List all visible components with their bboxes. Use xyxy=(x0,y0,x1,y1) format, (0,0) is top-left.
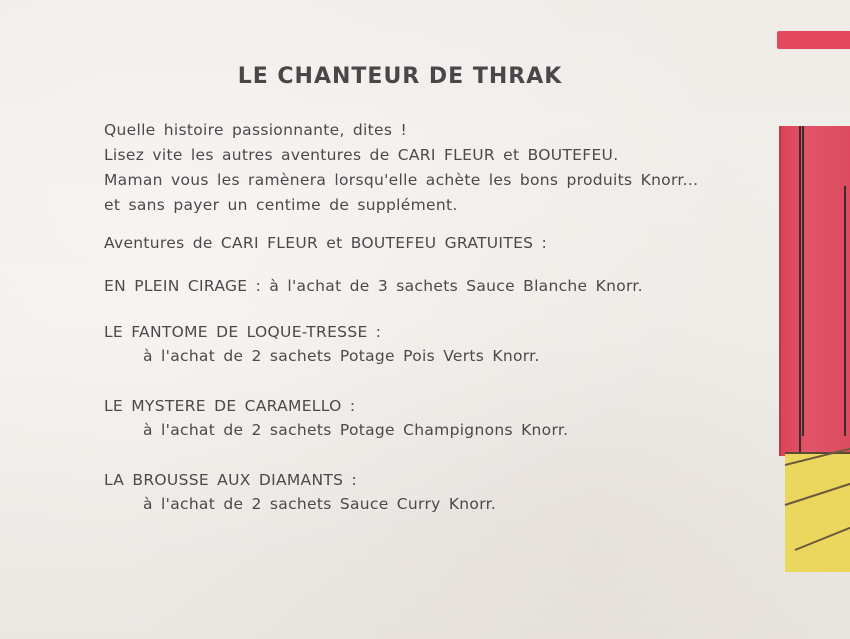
red-strip-illustration xyxy=(777,31,850,49)
adventure-3-condition: à l'achat de 2 sachets Potage Champignons Knorr. xyxy=(143,421,569,439)
intro-line-4: et sans payer un centime de supplément. xyxy=(104,196,458,214)
adventure-4-condition: à l'achat de 2 sachets Sauce Curry Knorr. xyxy=(143,495,497,513)
adventure-3-title: LE MYSTERE DE CARAMELLO : xyxy=(104,397,356,415)
floor-board-line xyxy=(785,482,850,506)
intro-line-3: Maman vous les ramènera lorsqu'elle achète les bons produits Knorr... xyxy=(104,171,699,189)
intro-line-1: Quelle histoire passionnante, dites ! xyxy=(104,121,407,139)
curtain-fold-line xyxy=(799,126,801,456)
curtain-fold-line xyxy=(844,186,846,436)
adventure-2-condition: à l'achat de 2 sachets Potage Pois Verts Knorr. xyxy=(143,347,540,365)
curtain-fold-line xyxy=(802,126,804,436)
page-title: LE CHANTEUR DE THRAK xyxy=(237,64,563,89)
adventure-1-line: EN PLEIN CIRAGE : à l'achat de 3 sachets Sauce Blanche Knorr. xyxy=(104,277,643,295)
offer-heading: Aventures de CARI FLEUR et BOUTEFEU GRATUITES : xyxy=(104,234,548,252)
stage-floor-illustration xyxy=(785,452,850,572)
intro-line-2: Lisez vite les autres aventures de CARI FLEUR et BOUTEFEU. xyxy=(104,146,619,164)
adventure-2-title: LE FANTOME DE LOQUE-TRESSE : xyxy=(104,323,382,341)
adventure-4-title: LA BROUSSE AUX DIAMANTS : xyxy=(104,471,357,489)
floor-board-line xyxy=(795,527,850,551)
red-curtain-illustration xyxy=(779,126,850,456)
